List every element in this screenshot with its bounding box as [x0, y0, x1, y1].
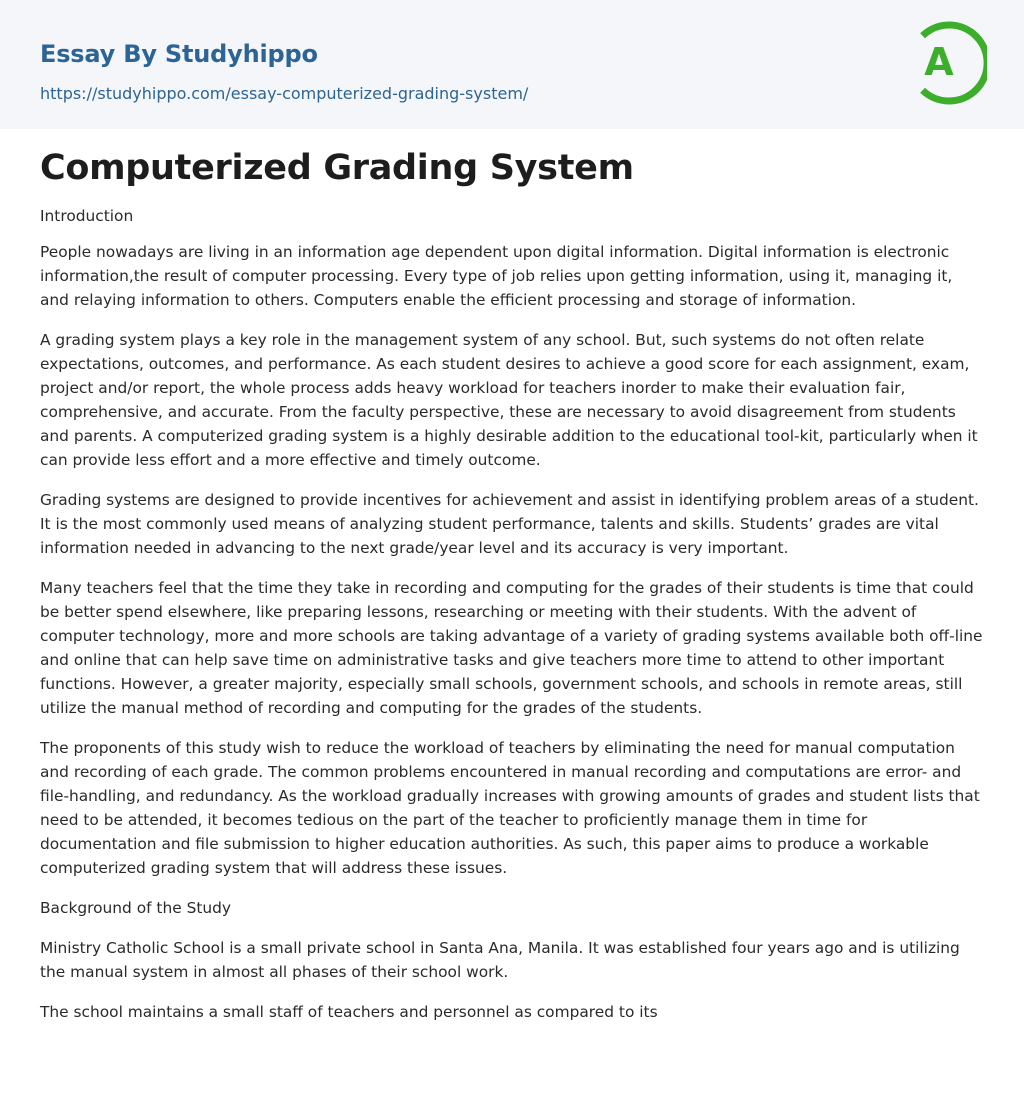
paragraph: Ministry Catholic School is a small private school in Santa Ana, Manila. It was established four years ago and is utilizing the manual system in almost all phases of their school work. — [40, 939, 960, 981]
paragraph: People nowadays are living in an information age dependent upon digital information. Digital information is electronic information,the result of computer processing. Every type of job relies upon getting information, using it, managing it, and relaying information to others. Computers enable the efficient processing and storage of information. — [40, 243, 953, 309]
paragraph: The proponents of this study wish to reduce the workload of teachers by eliminating the need for manual computation and recording of each grade. The common problems encountered in manual recording and computations are error- and file-handling, and redundancy. As the workload gradually increases with growing amounts of grades and student lists that need to be attended, it becomes tedious on the part of the teacher to proficiently manage them in time for documentation and file submission to higher education authorities. As such, this paper aims to produce a workable computerized grading system that will address these issues. — [40, 739, 980, 877]
background-heading: Background of the Study — [40, 899, 232, 917]
logo-letter: A — [924, 40, 954, 84]
brand-title[interactable]: Essay By Studyhippo — [40, 40, 318, 68]
page-title: Computerized Grading System — [40, 148, 634, 188]
introduction-heading: Introduction — [40, 207, 134, 225]
paragraph: Many teachers feel that the time they take in recording and computing for the grades of their students is time that could be better spend elsewhere, like preparing lessons, researching or meeting with their students. With the advent of computer technology, more and more schools are taking advantage of a variety of grading systems available both off-line and online that can help save time on administrative tasks and give teachers more time to attend to other important functions. However, a greater majority, especially small schools, government schools, and schools in remote areas, still utilize the manual method of recording and computing for the grades of the students. — [40, 579, 983, 717]
essay-url-link[interactable]: https://studyhippo.com/essay-computerized-grading-system/ — [40, 84, 529, 103]
article-body — [40, 140, 986, 1040]
studyhippo-logo-icon[interactable] — [913, 19, 987, 107]
paragraph: A grading system plays a key role in the management system of any school. But, such systems do not often relate expectations, outcomes, and performance. As each student desires to achieve a good score for each assignment, exam, project and/or report, the whole process adds heavy workload for teachers inorder to make their evaluation fair, comprehensive, and accurate. From the faculty perspective, these are necessary to avoid disagreement from students and parents. A computerized grading system is a highly desirable addition to the educational tool-kit, particularly when it can provide less effort and a more effective and timely outcome. — [40, 331, 978, 469]
paragraph: The school maintains a small staff of teachers and personnel as compared to its — [40, 1003, 658, 1021]
paragraph: Grading systems are designed to provide incentives for achievement and assist in identifying problem areas of a student. It is the most commonly used means of analyzing student performance, talents and skills. Students’ grades are vital information needed in advancing to the next grade/year level and its accuracy is very important. — [40, 491, 979, 557]
site-header — [0, 0, 1024, 129]
